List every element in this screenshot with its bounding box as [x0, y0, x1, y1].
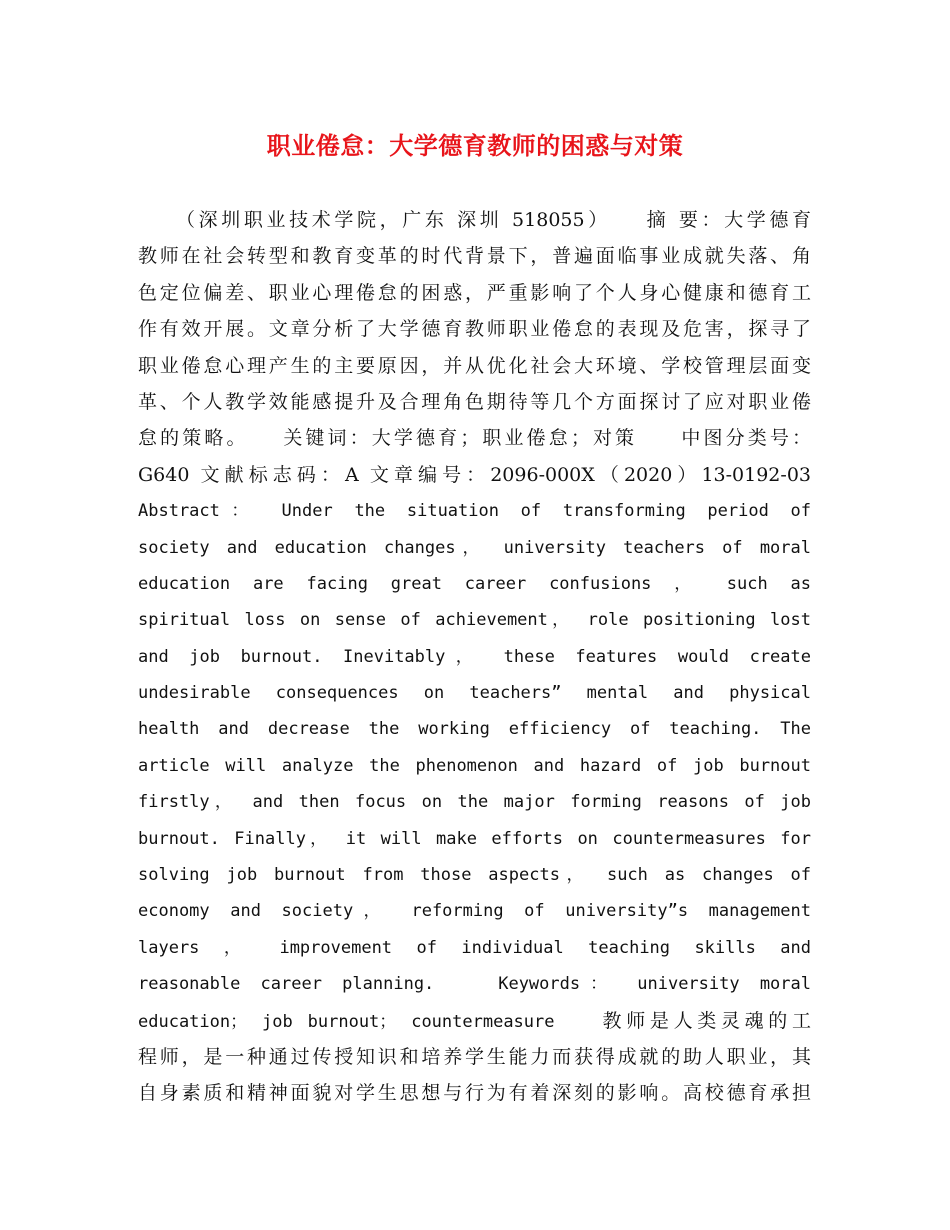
body-line: layers ， improvement of individual teaching skills and	[138, 937, 811, 958]
keywords-en-tail: education； job burnout； countermeasure	[138, 1011, 603, 1032]
body-line: 怠的策略。 关键词：大学德育；职业倦怠；对策 中图分类号：	[138, 427, 811, 450]
body-line: health and decrease the working efficiency of teaching. The	[138, 719, 811, 740]
body-line: （深圳职业技术学院，广东 深圳 518055） 摘 要：大学德育	[176, 209, 811, 231]
body-line: 色定位偏差、职业心理倦怠的困惑，严重影响了个人身心健康和德育工	[138, 281, 811, 304]
body-line: education are facing great career confusions ， such as	[138, 573, 811, 594]
body-line: G640 文献标志码：A 文章编号：2096-000X（2020）13-0192-03	[138, 463, 811, 486]
body-line: article will analyze the phenomenon and hazard of job burnout	[138, 755, 811, 776]
body-line: burnout. Finally， it will make efforts on countermeasures for	[138, 828, 811, 849]
body-line: Abstract： Under the situation of transforming period of	[138, 501, 811, 522]
body-cn-start: 教师是人类灵魂的工	[602, 1009, 811, 1032]
article-title: 职业倦怠：大学德育教师的困惑与对策	[266, 131, 684, 160]
body-line: 职业倦怠心理产生的主要原因，并从优化社会大环境、学校管理层面变	[138, 354, 811, 377]
body-line: 革、个人教学效能感提升及合理角色期待等几个方面探讨了应对职业倦	[138, 390, 811, 413]
body-line: spiritual loss on sense of achievement， role positioning lost	[138, 610, 811, 631]
body-line: 教师在社会转型和教育变革的时代背景下，普遍面临事业成就失落、角	[138, 245, 811, 268]
body-line: and job burnout. Inevitably， these features would create	[138, 646, 811, 667]
body-line: reasonable career planning. Keywords： university moral	[138, 974, 811, 995]
body-line: 自身素质和精神面貌对学生思想与行为有着深刻的影响。高校德育承担	[138, 1082, 811, 1105]
body-line-mixed	[138, 1003, 811, 1039]
body-line: undesirable consequences on teachers” mental and physical	[138, 683, 811, 704]
body-line: 作有效开展。文章分析了大学德育教师职业倦怠的表现及危害，探寻了	[138, 318, 811, 341]
body-line: solving job burnout from those aspects， such as changes of	[138, 865, 811, 886]
article-body	[138, 202, 811, 1112]
body-line: firstly， and then focus on the major forming reasons of job	[138, 792, 811, 813]
body-line: economy and society， reforming of university”s management	[138, 901, 811, 922]
body-line: 程师，是一种通过传授知识和培养学生能力而获得成就的助人职业，其	[138, 1045, 811, 1068]
body-line: society and education changes， university teachers of moral	[138, 537, 811, 558]
